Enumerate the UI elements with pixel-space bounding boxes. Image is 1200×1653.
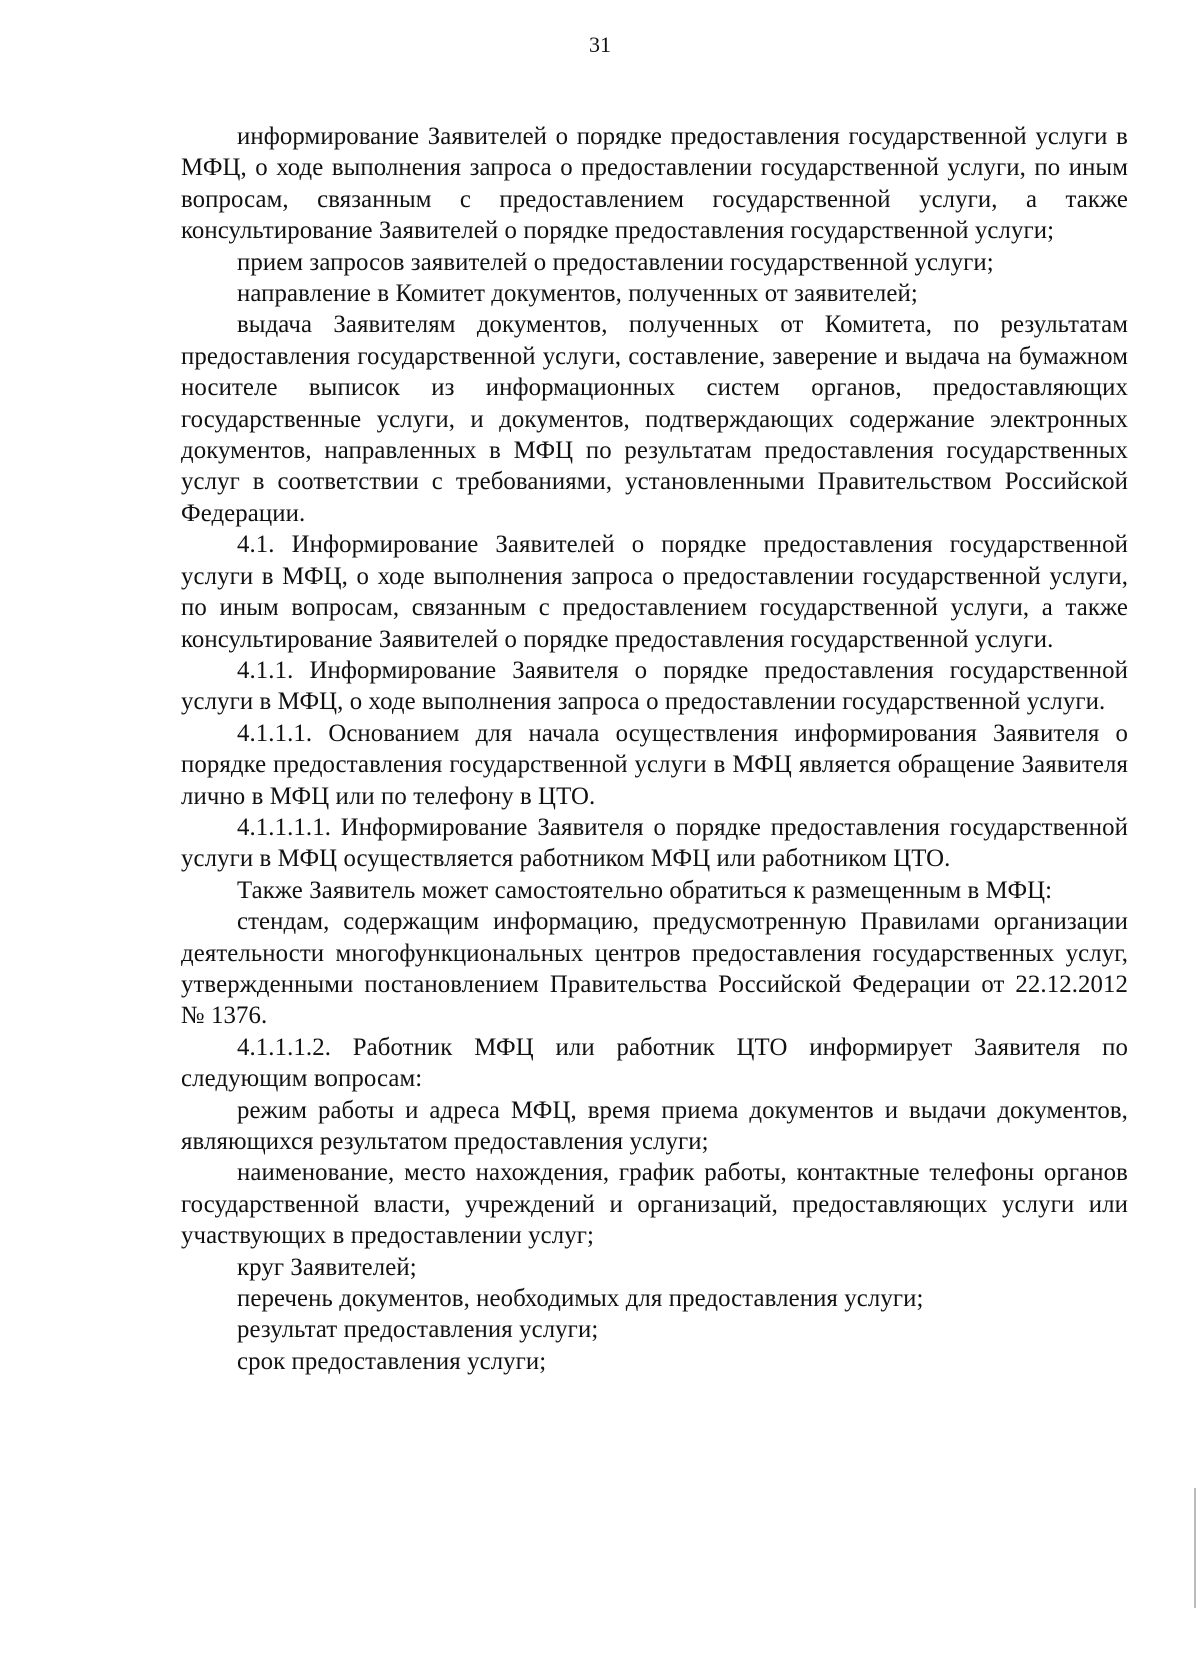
paragraph-request-intake: прием запросов заявителей о предоставлении государственной услуги; bbox=[237, 248, 994, 276]
paragraph-section-4-1: 4.1. Информирование Заявителей о порядке предоставления государственной услуги в МФЦ, о ходе выполнения запроса о предоставлении государственной услуги, по иным вопросам, связанным с предоставлением государственной услуги, а также консультирование Заявителей о порядке предоставления государственной услуги. bbox=[181, 531, 1128, 653]
list-item-applicants: круг Заявителей; bbox=[237, 1253, 417, 1281]
paragraph-informing-applicants: информирование Заявителей о порядке предоставления государственной услуги в МФЦ, о ходе выполнения запроса о предоставлении государственной услуги, по иным вопросам, связанным с предоставлением государственной услуги, а также консультирование Заявителей о порядке предоставления государственной услуги; bbox=[181, 123, 1128, 245]
paragraph-section-4-1-1: 4.1.1. Информирование Заявителя о порядке предоставления государственной услуги в МФЦ, о ходе выполнения запроса о предоставлении государственной услуги. bbox=[181, 656, 1128, 716]
list-item-documents-list: перечень документов, необходимых для предоставления услуги; bbox=[237, 1285, 924, 1313]
list-item-result: результат предоставления услуги; bbox=[237, 1316, 599, 1344]
paragraph-section-4-1-1-1: 4.1.1.1. Основанием для начала осуществления информирования Заявителя о порядке предоставления государственной услуги в МФЦ является обращение Заявителя лично в МФЦ или по телефону в ЦТО. bbox=[181, 719, 1128, 810]
paragraph-stands: стендам, содержащим информацию, предусмотренную Правилами организации деятельности многофункциональных центров предоставления государственных услуг, утвержденными постановлением Правительства Российской Федерации от 22.12.2012 № 1376. bbox=[181, 908, 1128, 1030]
scan-edge-mark bbox=[1194, 1488, 1196, 1608]
paragraph-section-4-1-1-1-1: 4.1.1.1.1. Информирование Заявителя о порядке предоставления государственной услуги в МФЦ осуществляется работником МФЦ или работником ЦТО. bbox=[181, 813, 1128, 873]
paragraph-section-4-1-1-1-2: 4.1.1.1.2. Работник МФЦ или работник ЦТО информирует Заявителя по следующим вопросам: bbox=[181, 1033, 1128, 1093]
list-item-contacts: наименование, место нахождения, график работы, контактные телефоны органов государственной власти, учреждений и организаций, предоставляющих услуги или участвующих в предоставлении услуг; bbox=[181, 1159, 1128, 1250]
paragraph-issuing-documents: выдача Заявителям документов, полученных от Комитета, по результатам предоставления государственной услуги, составление, заверение и выдача на бумажном носителе выписок из информационных систем органов, предоставляющих государственные услуги, и документов, подтверждающих содержание электронных документов, направленных в МФЦ по результатам предоставления государственных услуг в соответствии с требованиями, установленными Правительством Российской Федерации. bbox=[181, 311, 1128, 527]
list-item-working-hours: режим работы и адреса МФЦ, время приема документов и выдачи документов, являющихся результатом предоставления услуги; bbox=[181, 1096, 1128, 1155]
paragraph-self-service: Также Заявитель может самостоятельно обратиться к размещенным в МФЦ: bbox=[237, 876, 1053, 904]
page-number: 31 bbox=[589, 32, 611, 57]
paragraph-forwarding-documents: направление в Комитет документов, полученных от заявителей; bbox=[237, 280, 918, 308]
list-item-term: срок предоставления услуги; bbox=[237, 1347, 547, 1375]
document-body bbox=[181, 121, 1128, 1377]
